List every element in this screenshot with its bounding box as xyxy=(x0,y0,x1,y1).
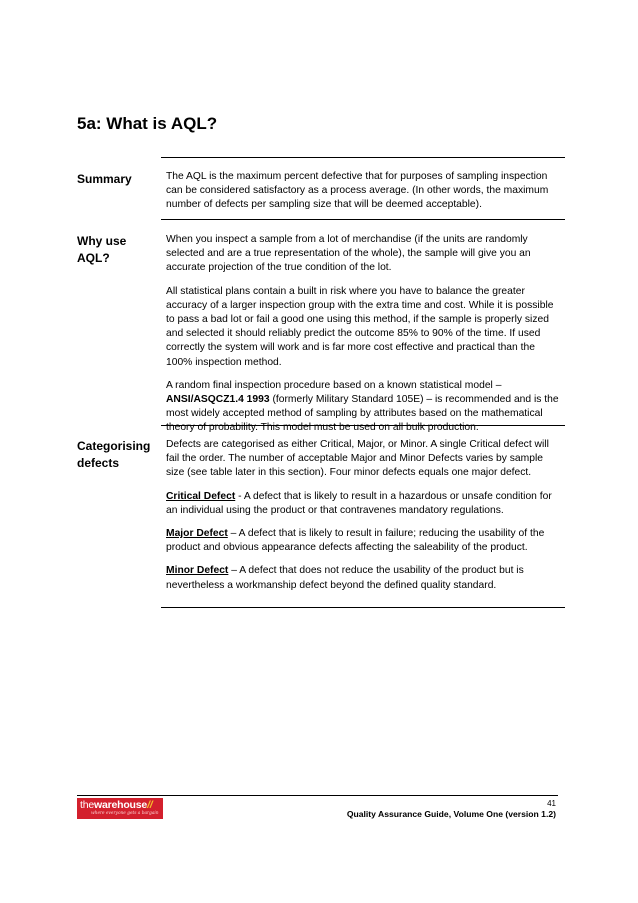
paragraph-minor xyxy=(166,564,562,592)
standard-name: ANSI/ASQCZ1.4 1993 xyxy=(166,394,270,406)
logo-name: warehouse xyxy=(94,799,148,811)
section-label-summary xyxy=(77,171,159,188)
section-label-text: Summary xyxy=(77,172,132,186)
section-body-why xyxy=(166,233,562,436)
section-body-defects xyxy=(166,438,562,593)
section-label-text: AQL? xyxy=(77,251,110,265)
paragraph-major xyxy=(166,527,562,555)
guide-title: Quality Assurance Guide, Volume One (version 1.2) xyxy=(346,809,556,819)
section-label-why xyxy=(77,233,159,267)
page-title: 5a: What is AQL? xyxy=(77,114,218,133)
logo-the: the xyxy=(80,799,94,811)
section-rule xyxy=(161,157,565,158)
section-label-text: Categorising xyxy=(77,439,151,453)
footer-rule xyxy=(77,795,558,796)
paragraph-critical xyxy=(166,490,562,518)
paragraph-text: – A defect that does not reduce the usability of the product but is nevertheless a workmanship defect beyond the defined quality standard. xyxy=(166,565,524,591)
defect-term-critical: Critical Defect xyxy=(166,490,236,502)
section-label-defects xyxy=(77,438,159,472)
warehouse-logo xyxy=(77,798,163,819)
paragraph: Defects are categorised as either Critical, Major, or Minor. A single Critical defect will fail the order. The number of acceptable Major and Minor Defects varies by sample size (see table later in this section). Four minor defects equals one major defect. xyxy=(166,439,549,479)
paragraph-text: - A defect that is likely to result in a hazardous or unsafe condition for an individual using the product or that contravenes mandatory regulations. xyxy=(166,490,552,516)
section-rule xyxy=(161,607,565,608)
paragraph: When you inspect a sample from a lot of merchandise (if the units are randomly selected and are a true representation of the whole), the sample will give you an accurate projection of the true condition of the lot. xyxy=(166,234,531,274)
paragraph-text: (formerly Military Standard 105E) – is recommended and is the most widely accepted method of sampling by attributes based on the mathematical theory of probability. This model must be used on all bulk production. xyxy=(166,394,559,434)
section-body-summary xyxy=(166,170,562,213)
defect-term-minor: Minor Defect xyxy=(166,565,229,577)
logo-tagline: where everyone gets a bargain xyxy=(91,811,159,816)
page-number: 41 xyxy=(547,799,556,808)
section-rule xyxy=(161,425,565,426)
defect-term-major: Major Defect xyxy=(166,528,228,540)
section-label-text: defects xyxy=(77,456,120,470)
paragraph-text: – A defect that is likely to result in failure; reducing the usability of the product and obvious appearance defects affecting the saleability of the product. xyxy=(166,528,545,554)
paragraph: The AQL is the maximum percent defective that for purposes of sampling inspection can be considered satisfactory as a process average. (In other words, the maximum number of defects per sampling size that will be deemed acceptable). xyxy=(166,171,549,211)
section-rule xyxy=(161,219,565,220)
section-label-text: Why use xyxy=(77,234,127,248)
paragraph xyxy=(166,379,562,436)
paragraph-text: A random final inspection procedure based on a known statistical model – xyxy=(166,379,502,391)
paragraph: All statistical plans contain a built in risk where you have to balance the greater accuracy of a larger inspection group with the extra time and cost. While it is possible to pass a bad lot or fail a good one using this method, if the sample is properly sized and selected it should reliably predict the outcome 85% to 90% of the time. If used correctly the system will work and is far more cost effective and practical than the 100% inspection method. xyxy=(166,285,554,368)
logo-slash: // xyxy=(147,799,153,811)
logo-wordmark xyxy=(80,799,153,811)
